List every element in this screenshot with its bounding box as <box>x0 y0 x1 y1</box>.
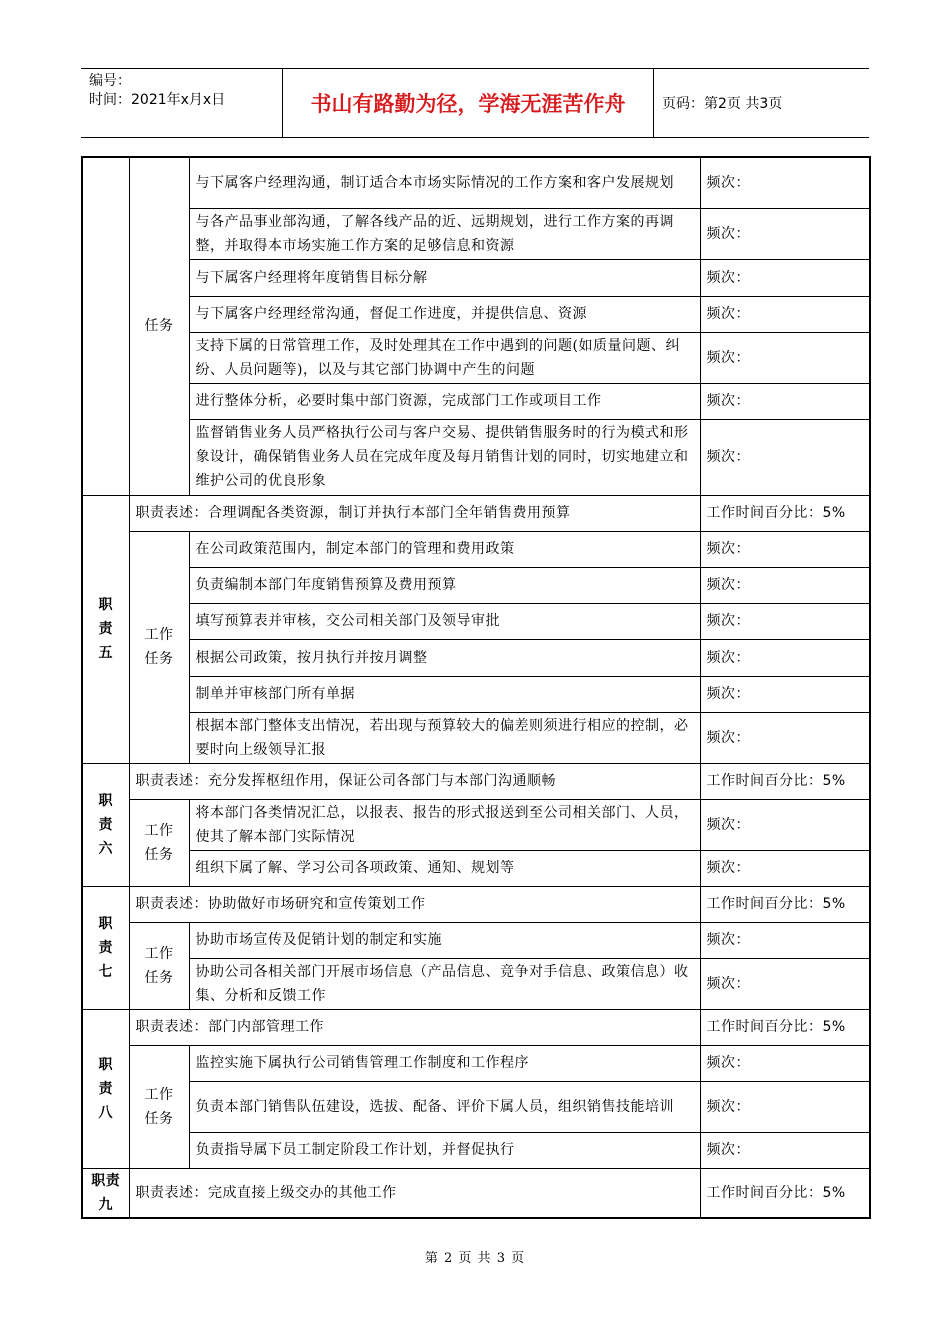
table-row <box>82 332 870 383</box>
table-row <box>82 1045 870 1081</box>
table-row <box>82 157 870 208</box>
duty-label-text: 职 责 六 <box>98 792 113 857</box>
page-footer: 第 2 页 共 3 页 <box>424 1251 526 1266</box>
table-row <box>82 531 870 567</box>
table-row <box>82 383 870 419</box>
frequency-cell: 频次： <box>700 1045 870 1081</box>
table-row <box>82 639 870 676</box>
header-motto: 书山有路勤为径，学海无涯苦作舟 <box>282 69 654 137</box>
duty-6-label <box>82 763 129 886</box>
frequency-cell: 频次： <box>700 208 870 259</box>
duty-description: 职责表述：充分发挥枢纽作用，保证公司各部门与本部门沟通顺畅 <box>129 763 700 799</box>
duty-label-text: 职 责 八 <box>98 1056 113 1121</box>
task-item: 将本部门各类情况汇总，以报表、报告的形式报送到至公司相关部门、人员，使其了解本部门实际情况 <box>189 799 700 850</box>
task-item: 根据公司政策，按月执行并按月调整 <box>189 639 700 676</box>
table-row <box>82 567 870 603</box>
date-label: 时间：2021年x月x日 <box>89 92 226 108</box>
table-row <box>82 1009 870 1045</box>
task-item: 监督销售业务人员严格执行公司与客户交易、提供销售服务时的行为模式和形象设计，确保销售业务人员在完成年度及每月销售计划的同时，切实地建立和维护公司的优良形象 <box>189 419 700 495</box>
frequency-cell: 频次： <box>700 383 870 419</box>
table-row <box>82 1168 870 1218</box>
frequency-cell: 频次： <box>700 799 870 850</box>
time-percentage-cell: 工作时间百分比：5% <box>700 495 870 531</box>
task-item: 与下属客户经理沟通，制订适合本市场实际情况的工作方案和客户发展规划 <box>189 157 700 208</box>
table-row <box>82 850 870 886</box>
frequency-cell: 频次： <box>700 1132 870 1168</box>
duty-label-text: 职 责 五 <box>98 597 113 661</box>
header-page-number: 页码：第2页 共3页 <box>662 96 783 112</box>
work-task-label <box>129 531 189 763</box>
table-row <box>82 1132 870 1168</box>
table-row <box>82 922 870 958</box>
frequency-cell: 频次： <box>700 332 870 383</box>
time-percentage-cell: 工作时间百分比：5% <box>700 1009 870 1045</box>
task-item: 组织下属了解、学习公司各项政策、通知、规划等 <box>189 850 700 886</box>
work-task-text: 工作 任务 <box>144 1086 174 1127</box>
number-label: 编号： <box>89 73 131 89</box>
page-header <box>81 68 869 138</box>
duty-table <box>81 156 871 1219</box>
table-row <box>82 419 870 495</box>
task-label: 任务 <box>129 157 189 495</box>
frequency-cell: 频次： <box>700 157 870 208</box>
duty-4-label <box>82 157 129 495</box>
table-row <box>82 763 870 799</box>
task-item: 填写预算表并审核，交公司相关部门及领导审批 <box>189 603 700 639</box>
table-row <box>82 208 870 259</box>
table-row <box>82 958 870 1009</box>
table-row <box>82 495 870 531</box>
table-row <box>82 1081 870 1132</box>
task-item: 与下属客户经理经常沟通，督促工作进度，并提供信息、资源 <box>189 296 700 332</box>
work-task-label <box>129 799 189 886</box>
frequency-cell: 频次： <box>700 958 870 1009</box>
task-item: 负责指导属下员工制定阶段工作计划，并督促执行 <box>189 1132 700 1168</box>
header-meta <box>81 69 282 137</box>
task-item: 负责本部门销售队伍建设，选拔、配备、评价下属人员，组织销售技能培训 <box>189 1081 700 1132</box>
frequency-cell: 频次： <box>700 259 870 296</box>
table-row <box>82 296 870 332</box>
table-row <box>82 259 870 296</box>
task-item: 监控实施下属执行公司销售管理工作制度和工作程序 <box>189 1045 700 1081</box>
work-task-text: 工作 任务 <box>144 945 174 986</box>
duty-5-label <box>82 495 129 763</box>
work-task-text: 工作 任务 <box>144 822 174 863</box>
frequency-cell: 频次： <box>700 922 870 958</box>
duty-label-text: 职责 九 <box>91 1172 121 1213</box>
duty-7-label <box>82 886 129 1009</box>
duty-description: 职责表述：完成直接上级交办的其他工作 <box>129 1168 700 1218</box>
frequency-cell: 频次： <box>700 850 870 886</box>
task-item: 支持下属的日常管理工作，及时处理其在工作中遇到的问题(如质量问题、纠纷、人员问题等)，以及与其它部门协调中产生的问题 <box>189 332 700 383</box>
frequency-cell: 频次： <box>700 296 870 332</box>
table-row <box>82 799 870 850</box>
table-row <box>82 676 870 712</box>
frequency-cell: 频次： <box>700 419 870 495</box>
task-item: 协助市场宣传及促销计划的制定和实施 <box>189 922 700 958</box>
duty-9-label <box>82 1168 129 1218</box>
task-item: 负责编制本部门年度销售预算及费用预算 <box>189 567 700 603</box>
task-item: 制单并审核部门所有单据 <box>189 676 700 712</box>
frequency-cell: 频次： <box>700 676 870 712</box>
time-percentage-cell: 工作时间百分比：5% <box>700 763 870 799</box>
frequency-cell: 频次： <box>700 639 870 676</box>
table-row <box>82 603 870 639</box>
time-percentage-cell: 工作时间百分比：5% <box>700 1168 870 1218</box>
task-item: 与各产品事业部沟通，了解各线产品的近、远期规划，进行工作方案的再调整，并取得本市场实施工作方案的足够信息和资源 <box>189 208 700 259</box>
frequency-cell: 频次： <box>700 712 870 763</box>
work-task-label <box>129 1045 189 1168</box>
duty-description: 职责表述：部门内部管理工作 <box>129 1009 700 1045</box>
task-item: 与下属客户经理将年度销售目标分解 <box>189 259 700 296</box>
frequency-cell: 频次： <box>700 1081 870 1132</box>
table-row <box>82 886 870 922</box>
task-item: 根据本部门整体支出情况，若出现与预算较大的偏差则须进行相应的控制，必要时向上级领导汇报 <box>189 712 700 763</box>
duty-description: 职责表述：协助做好市场研究和宣传策划工作 <box>129 886 700 922</box>
work-task-text: 工作 任务 <box>144 627 174 667</box>
work-task-label <box>129 922 189 1009</box>
time-percentage-cell: 工作时间百分比：5% <box>700 886 870 922</box>
task-item: 进行整体分析，必要时集中部门资源，完成部门工作或项目工作 <box>189 383 700 419</box>
frequency-cell: 频次： <box>700 567 870 603</box>
duty-8-label <box>82 1009 129 1168</box>
duty-label-text: 职 责 七 <box>98 915 113 980</box>
duty-description: 职责表述：合理调配各类资源，制订并执行本部门全年销售费用预算 <box>129 495 700 531</box>
task-item: 协助公司各相关部门开展市场信息（产品信息、竞争对手信息、政策信息）收集、分析和反馈工作 <box>189 958 700 1009</box>
frequency-cell: 频次： <box>700 603 870 639</box>
task-item: 在公司政策范围内，制定本部门的管理和费用政策 <box>189 531 700 567</box>
frequency-cell: 频次： <box>700 531 870 567</box>
table-row <box>82 712 870 763</box>
